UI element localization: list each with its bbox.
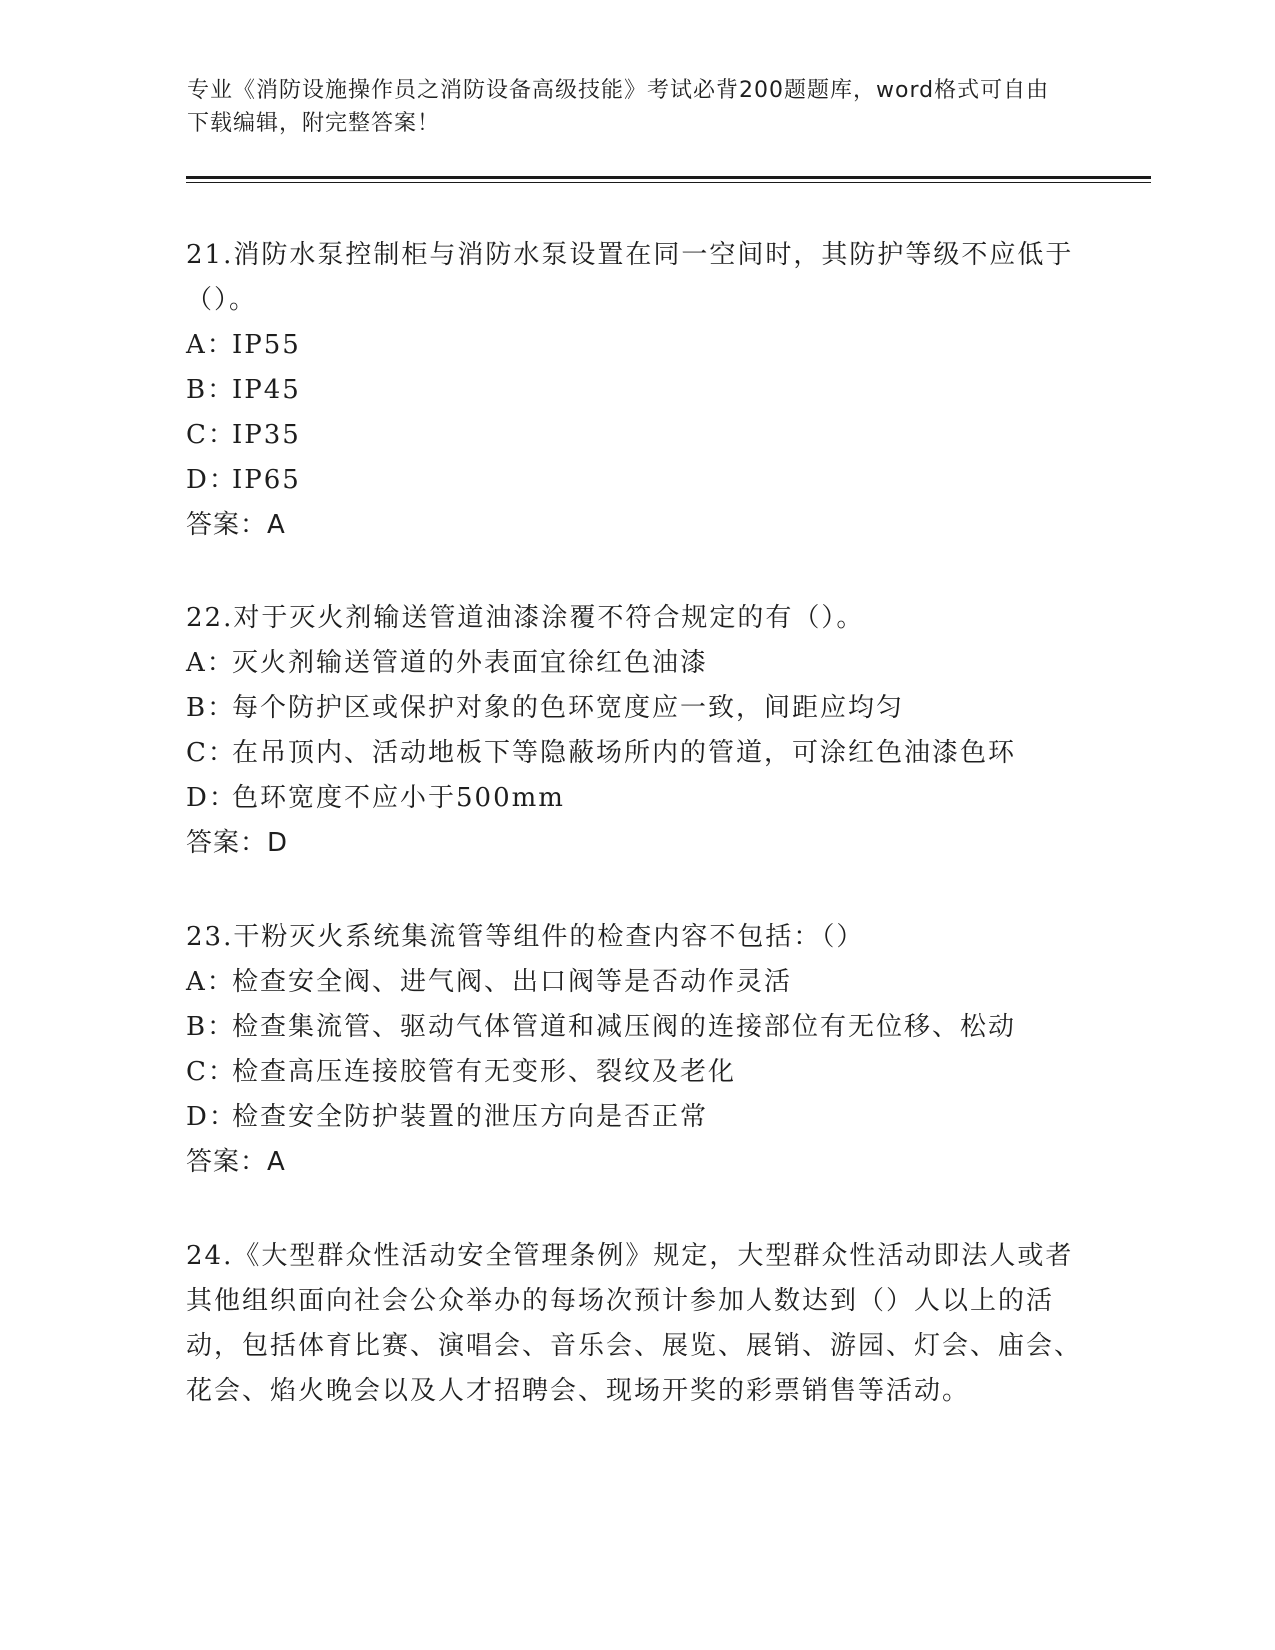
option-letter: D： xyxy=(186,783,237,813)
option-letter: B： xyxy=(186,1012,236,1042)
question-23 xyxy=(186,915,1086,1185)
option-text: IP55 xyxy=(232,330,301,360)
option-c xyxy=(186,413,1086,458)
question-21 xyxy=(186,233,1086,548)
document-header: 专业《消防设施操作员之消防设备高级技能》考试必背200题题库，word格式可自由下载编辑，附完整答案！ xyxy=(187,78,1050,136)
option-text: IP35 xyxy=(232,420,301,450)
option-b xyxy=(186,686,1086,731)
question-22 xyxy=(186,596,1086,866)
option-text: IP65 xyxy=(232,465,301,495)
option-text: 在吊顶内、活动地板下等隐蔽场所内的管道，可涂红色油漆色环 xyxy=(232,738,1017,768)
option-c xyxy=(186,731,1086,776)
question-24 xyxy=(186,1234,1086,1414)
option-text: 检查安全阀、进气阀、出口阀等是否动作灵活 xyxy=(232,967,793,997)
option-a xyxy=(186,641,1086,686)
option-b xyxy=(186,368,1086,413)
question-stem: 22.对于灭火剂输送管道油漆涂覆不符合规定的有（）。 xyxy=(186,603,865,633)
option-letter: C： xyxy=(186,738,236,768)
option-letter: A： xyxy=(186,648,235,678)
header-divider-thick xyxy=(186,176,1151,179)
option-letter: C： xyxy=(186,420,236,450)
option-d xyxy=(186,1095,1086,1140)
option-text: 检查高压连接胶管有无变形、裂纹及老化 xyxy=(232,1057,737,1087)
option-text: 检查集流管、驱动气体管道和减压阀的连接部位有无位移、松动 xyxy=(232,1012,1017,1042)
option-letter: B： xyxy=(186,375,236,405)
option-c xyxy=(186,1050,1086,1095)
question-stem: 24.《大型群众性活动安全管理条例》规定，大型群众性活动即法人或者其他组织面向社会公众举办的每场次预计参加人数达到（）人以上的活动，包括体育比赛、演唱会、音乐会、展览、展销、游园、灯会、庙会、花会、焰火晚会以及人才招聘会、现场开奖的彩票销售等活动。 xyxy=(186,1241,1083,1406)
option-b xyxy=(186,1005,1086,1050)
option-a xyxy=(186,323,1086,368)
option-letter: A： xyxy=(186,967,235,997)
question-stem: 21.消防水泵控制柜与消防水泵设置在同一空间时，其防护等级不应低于（）。 xyxy=(186,240,1074,315)
option-text: 检查安全防护装置的泄压方向是否正常 xyxy=(232,1102,709,1132)
option-letter: D： xyxy=(186,1102,237,1132)
option-text: 每个防护区或保护对象的色环宽度应一致，间距应均匀 xyxy=(232,693,905,723)
option-d xyxy=(186,458,1086,503)
option-text: 色环宽度不应小于500mm xyxy=(232,783,565,813)
option-letter: C： xyxy=(186,1057,236,1087)
question-stem: 23.干粉灭火系统集流管等组件的检查内容不包括：（） xyxy=(186,922,865,952)
option-text: 灭火剂输送管道的外表面宜徐红色油漆 xyxy=(232,648,709,678)
answer-label: 答案：D xyxy=(186,828,289,858)
answer-label: 答案：A xyxy=(186,1147,286,1177)
option-letter: D： xyxy=(186,465,237,495)
option-letter: A： xyxy=(186,330,235,360)
answer-label: 答案：A xyxy=(186,510,286,540)
option-text: IP45 xyxy=(232,375,301,405)
option-letter: B： xyxy=(186,693,236,723)
option-a xyxy=(186,960,1086,1005)
header-divider-thin xyxy=(186,182,1151,183)
option-d xyxy=(186,776,1086,821)
